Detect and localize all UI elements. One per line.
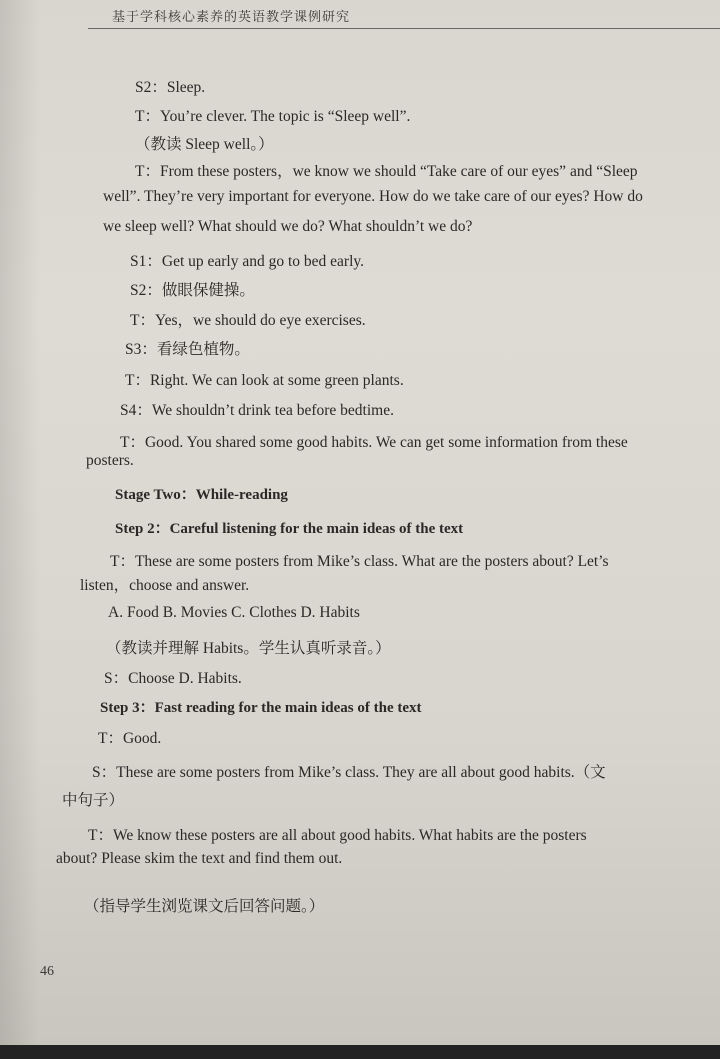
text-line: T：Good.	[98, 730, 162, 747]
text-line: （教读并理解 Habits。学生认真听录音。）	[106, 640, 391, 657]
text-line: S2：做眼保健操。	[130, 282, 255, 299]
page-gutter-shadow	[0, 0, 40, 1045]
page-number: 46	[40, 964, 54, 979]
text-line: A. Food B. Movies C. Clothes D. Habits	[108, 604, 360, 621]
text-line: S3：看绿色植物。	[125, 341, 250, 358]
step-heading: Step 3：Fast reading for the main ideas of the text	[100, 700, 422, 716]
text-line: T：Good. You shared some good habits. We can get some information from these	[120, 434, 628, 451]
text-line: well”. They’re very important for everyone. How do we take care of our eyes? How do	[103, 188, 643, 205]
text-line: T：We know these posters are all about good habits. What habits are the posters	[88, 827, 587, 844]
text-line: about? Please skim the text and find them out.	[56, 850, 343, 867]
text-line: S：These are some posters from Mike’s class. They are all about good habits.（文	[92, 764, 606, 781]
text-line: we sleep well? What should we do? What shouldn’t we do?	[103, 218, 473, 235]
text-line: S：Choose D. Habits.	[104, 670, 242, 687]
text-line: S1：Get up early and go to bed early.	[130, 253, 365, 270]
header-rule	[88, 28, 720, 29]
text-line: posters.	[86, 452, 134, 469]
text-line: T：You’re clever. The topic is “Sleep well”.	[135, 108, 411, 125]
text-line: listen，choose and answer.	[80, 577, 250, 594]
text-line: S2：Sleep.	[135, 79, 206, 96]
text-line: T：From these posters，we know we should “Take care of our eyes” and “Sleep	[135, 163, 638, 180]
text-line: （指导学生浏览课文后回答问题。）	[84, 898, 325, 915]
stage-heading: Stage Two：While-reading	[115, 487, 288, 503]
text-line: （教读 Sleep well。）	[135, 136, 274, 153]
text-line: T：These are some posters from Mike’s class. What are the posters about? Let’s	[110, 553, 609, 570]
text-line: 中句子）	[62, 792, 125, 809]
step-heading: Step 2：Careful listening for the main ideas of the text	[115, 521, 464, 537]
running-header: 基于学科核心素养的英语教学课例研究	[112, 10, 351, 25]
text-line: T：Right. We can look at some green plants.	[125, 372, 404, 389]
text-line: S4：We shouldn’t drink tea before bedtime.	[120, 402, 394, 419]
background-surface	[0, 1045, 720, 1059]
text-line: T：Yes，we should do eye exercises.	[130, 312, 366, 329]
